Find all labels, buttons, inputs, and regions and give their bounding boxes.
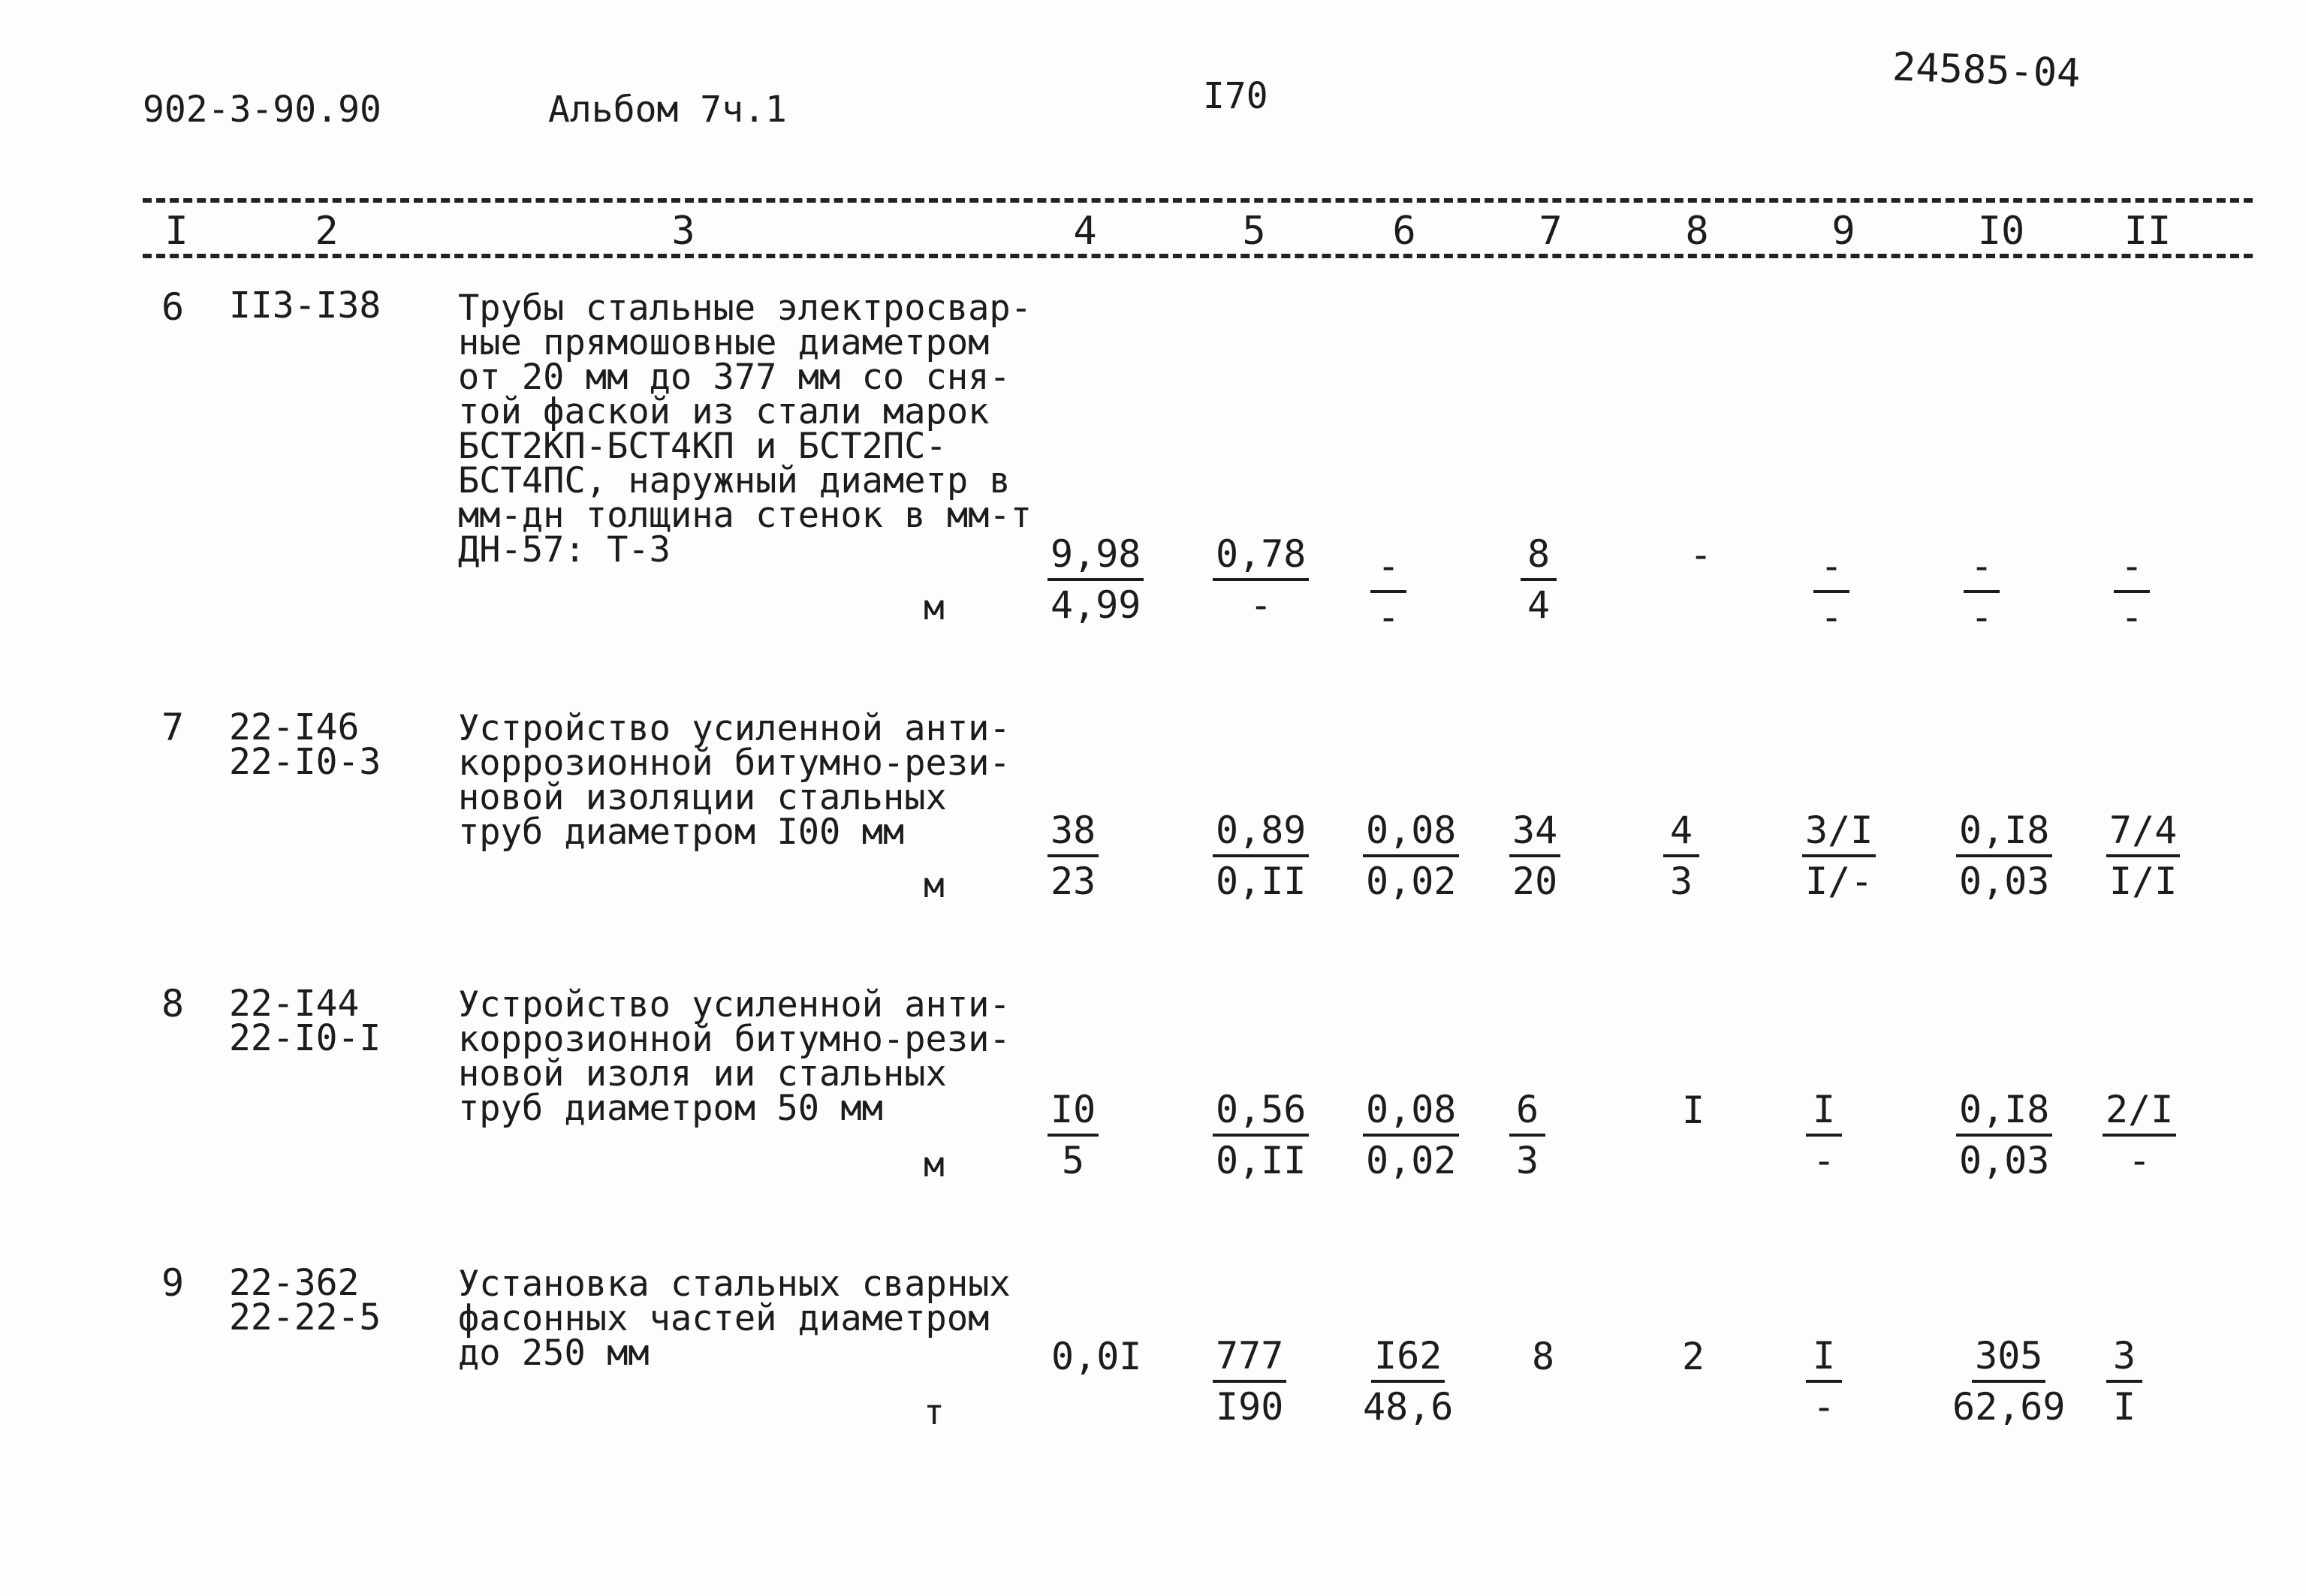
cell-col11: $\frac{7/4}{I/I}$ [2106, 806, 2180, 905]
row-description: Установка стальных сварных фасонных частей диаметром до 250 мм [458, 1263, 1011, 1374]
table-header-top-rule [143, 198, 2253, 203]
page-number: I70 [1203, 75, 1268, 117]
unit-label: м [924, 587, 945, 628]
cell-col7: 8 [1532, 1335, 1555, 1378]
cell-col7: $\frac{34}{20}$ [1509, 806, 1560, 905]
document-number: 902-3-90.90 [143, 89, 381, 131]
cell-col5: $\frac{0,56}{0,II}$ [1213, 1086, 1309, 1185]
column-header-8: 8 [1685, 209, 1709, 254]
cell-col5: 0,78 - [1213, 530, 1309, 629]
unit-label: т [924, 1392, 945, 1432]
column-header-5: 5 [1242, 209, 1266, 254]
row-description: Трубы стальные электросвар- ные прямошовные диаметром от 20 мм до 377 мм со сня- той фаской из стали марок БСТ2КП-БСТ4КП и БСТ2ПС- БСТ4ПС, наружный диаметр в мм-дн толщина стенок в мм-т ДН-57: Т-3 [458, 288, 1032, 571]
cell-col10: $\frac{0,I8}{0,03}$ [1956, 1086, 2052, 1185]
column-header-7: 7 [1539, 209, 1563, 254]
cell-col5: $\frac{0,89}{0,II}$ [1213, 806, 1309, 905]
cell-col9: - - [1813, 542, 1849, 641]
cell-col9: I - [1806, 1332, 1842, 1431]
cell-col7: $\frac{6}{3}$ [1509, 1086, 1545, 1185]
column-header-4: 4 [1073, 209, 1097, 254]
cell-col10: $\frac{0,I8}{0,03}$ [1956, 806, 2052, 905]
album-label: Альбом 7ч.1 [548, 89, 787, 131]
row-code: 22-362 22-22-5 [229, 1262, 381, 1339]
column-header-10: I0 [1977, 209, 2025, 254]
row-number: 9 [161, 1261, 185, 1305]
cell-col4: $\frac{38}{23}$ [1047, 806, 1099, 905]
cell-col4: 0,0I [1051, 1335, 1142, 1378]
unit-label: м [924, 1144, 945, 1185]
cell-col11: 2/I - [2103, 1086, 2176, 1185]
row-number: 6 [161, 285, 185, 329]
table-header-bottom-rule [143, 254, 2253, 258]
cell-col8: $\frac{4}{3}$ [1663, 806, 1699, 905]
column-header-2: 2 [315, 209, 339, 254]
column-header-1: I [164, 209, 188, 254]
cell-col10: - - [1964, 542, 2000, 641]
row-description: Устройство усиленной анти- коррозионной битумно-рези- новой изоля ии стальных труб диаметром 50 мм [458, 984, 1011, 1129]
cell-col4: $\frac{I0}{5}$ [1047, 1086, 1099, 1185]
row-code: 22-I44 22-I0-I [229, 983, 381, 1059]
cell-col6: $\frac{I62}{48,6}$ [1363, 1332, 1453, 1431]
cell-col7: $\frac{8}{4}$ [1521, 530, 1557, 629]
column-header-6: 6 [1392, 209, 1416, 254]
row-number: 7 [161, 706, 185, 749]
cell-col4: $\frac{9,98}{4,99}$ [1047, 530, 1144, 629]
cell-col8: - [1690, 533, 1713, 577]
unit-label: м [924, 865, 945, 905]
cell-col8: I [1682, 1089, 1705, 1132]
cell-col9: I - [1806, 1086, 1842, 1185]
column-header-9: 9 [1831, 209, 1855, 254]
row-code: II3-I38 [229, 285, 381, 327]
row-number: 8 [161, 982, 185, 1025]
cell-col6: $\frac{0,08}{0,02}$ [1363, 806, 1459, 905]
cell-col11: - - [2114, 542, 2150, 641]
row-code: 22-I46 22-I0-3 [229, 706, 381, 783]
cell-col11: $\frac{3}{I}$ [2106, 1332, 2142, 1431]
inventory-number: 24585-04 [1892, 44, 2081, 97]
cell-col9: $\frac{3/I}{I/-}$ [1802, 806, 1876, 905]
cell-col6: $\frac{0,08}{0,02}$ [1363, 1086, 1459, 1185]
row-description: Устройство усиленной анти- коррозионной битумно-рези- новой изоляции стальных труб диаметром I00 мм [458, 708, 1011, 853]
column-header-11: II [2124, 209, 2172, 254]
cell-col10: $\frac{305}{62,69}$ [1952, 1332, 2066, 1431]
cell-col6: - - [1370, 542, 1406, 641]
column-header-3: 3 [671, 209, 695, 254]
cell-col5: $\frac{777}{I90}$ [1213, 1332, 1286, 1431]
cell-col8: 2 [1682, 1335, 1705, 1378]
